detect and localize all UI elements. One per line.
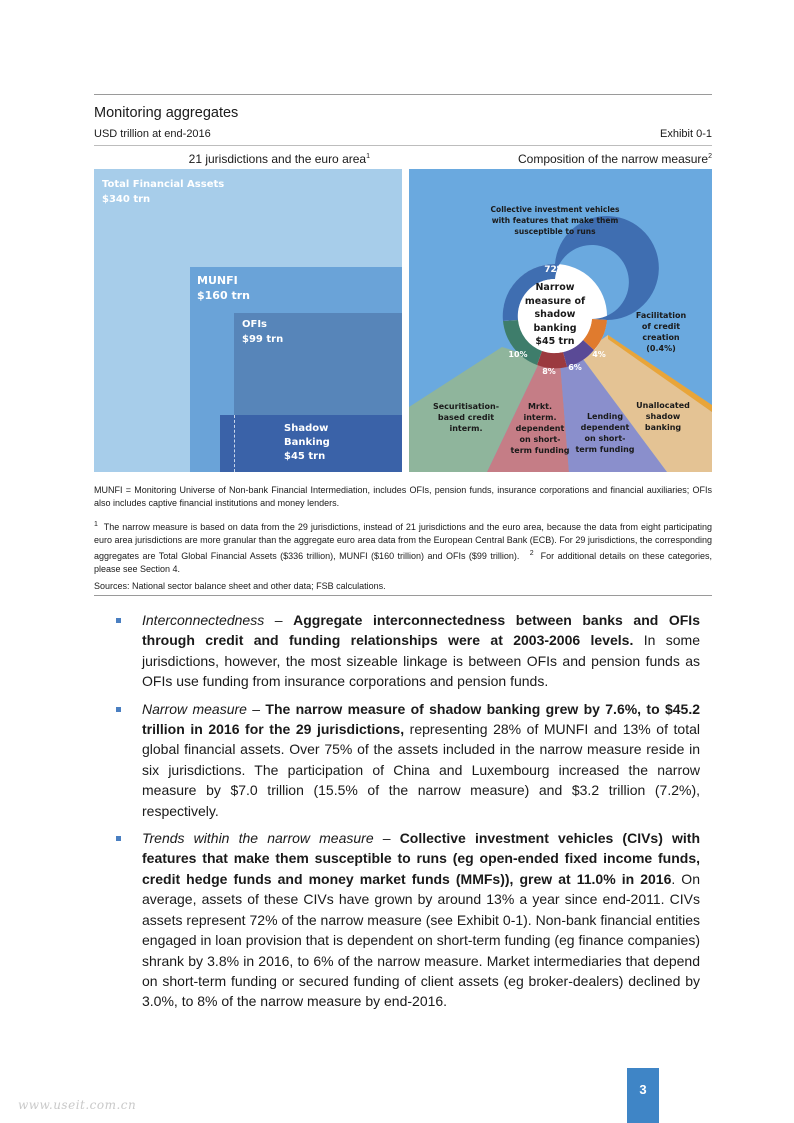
bullet-square-icon — [116, 618, 121, 623]
bullet-interconnectedness: Interconnectedness – Aggregate interconnectedness between banks and OFIs through credit and funding relationships were at 2003-2006 levels. In some jurisdictions, however, the most sizeable linkage is between OFIs and pension funds as OFIs use funding from insurance corporations and pension funds. — [142, 610, 700, 692]
bullet-trends: Trends within the narrow measure – Collective investment vehicles (CIVs) with features that make them susceptible to runs (eg open-ended fixed income funds, credit hedge funds and money market funds (MMFs)), grew at 11.0% in 2016. On average, assets of these CIVs have grown by around 13% a year since end-2011. CIVs assets represent 72% of the narrow measure (see Exhibit 0-1). Non-bank financial entities engaged in loan provision that is dependent on short-term funding (eg finance companies) shrank by 3.8% in 2016, to 6% of the narrow measure. Market intermediaries that depend on short-term funding or secured funding of client assets (eg broker-dealers) declined by 3.0%, to 8% of the narrow measure by end-2016. — [142, 828, 700, 1012]
exhibit-units: USD trillion at end-2016 — [94, 128, 211, 140]
munfi-footnote: MUNFI = Monitoring Universe of Non-bank Financial Intermediation, includes OFIs, pension funds, insurance corporations and financial auxiliaries; OFIs also includes captive financial institutions and money lenders. — [94, 485, 712, 508]
page-number: 3 — [627, 1068, 659, 1123]
nested-boxes-chart — [94, 169, 402, 472]
munfi-label: MUNFI $160 trn — [197, 274, 250, 302]
exhibit-number: Exhibit 0-1 — [660, 128, 712, 140]
lending-pct: 6% — [568, 363, 582, 372]
shadow-banking-label: Shadow Banking $45 trn — [284, 423, 330, 462]
center-label: Narrow measure of shadow banking $45 trn — [524, 282, 586, 347]
top-rule — [94, 94, 712, 95]
footnote-1: $^1$ The narrow measure is based on data from the 29 jurisdictions, instead of 21 jurisdictions and the euro area, because the data from eight participating euro area jurisdictions are more granular than the aggregate euro area data from the European Central Bank (ECB). For 29 jurisdictions, the corresponding aggregates are Total Global Financial Assets ($336 trillion), MUNFI ($160 trillion) and OFIs ($99 trillion). $^2$ For additional details on these categories, please see Section 4. — [94, 521, 713, 574]
market-intermediation-label: Mrkt. interm. dependent on short- term funding — [510, 402, 570, 455]
market-pct: 8% — [542, 367, 556, 376]
shadow-banking-dashed-line — [234, 415, 235, 472]
lending-label: Lending dependent on short- term funding — [575, 412, 635, 454]
total-financial-assets-label: Total Financial Assets $340 trn — [102, 179, 225, 205]
civ-title: Collective investment vehicles with features that make them susceptible to runs — [490, 205, 620, 236]
securitisation-label: Securitisation- based credit interm. — [432, 402, 500, 433]
securitisation-pct: 10% — [508, 350, 528, 359]
facilitation-label: Facilitation of credit creation (0.4%) — [635, 311, 687, 353]
unallocated-pct: 4% — [592, 350, 606, 359]
unallocated-label: Unallocated shadow banking — [636, 401, 690, 432]
ofis-label: OFIs $99 trn — [242, 319, 284, 345]
sources-line: Sources: National sector balance sheet and other data; FSB calculations. — [94, 581, 386, 591]
exhibit-title: Monitoring aggregates — [94, 105, 239, 121]
bullet-list — [142, 610, 700, 1019]
bottom-rule — [94, 595, 712, 596]
civ-pct: 72% — [544, 265, 566, 275]
bullet-narrow-measure: Narrow measure – The narrow measure of shadow banking grew by 7.6%, to $45.2 trillion in 2016 for the 29 jurisdictions, representing 28% of MUNFI and 13% of total global financial assets. Over 75% of the assets included in the narrow measure reside in six jurisdictions. The participation of China and Luxembourg increased the narrow measure by $7.0 trillion (15.5% of the narrow measure) and $3.2 trillion (7.2%), respectively. — [142, 699, 700, 821]
left-panel-title: 21 jurisdictions and the euro area$^1$ — [188, 152, 370, 166]
watermark: www.useit.com.cn — [18, 1098, 137, 1112]
bullet-square-icon — [116, 707, 121, 712]
right-panel-title: Composition of the narrow measure$^2$ — [518, 152, 712, 166]
composition-chart — [409, 169, 712, 472]
subtitle-rule — [94, 145, 712, 146]
bullet-square-icon — [116, 836, 121, 841]
